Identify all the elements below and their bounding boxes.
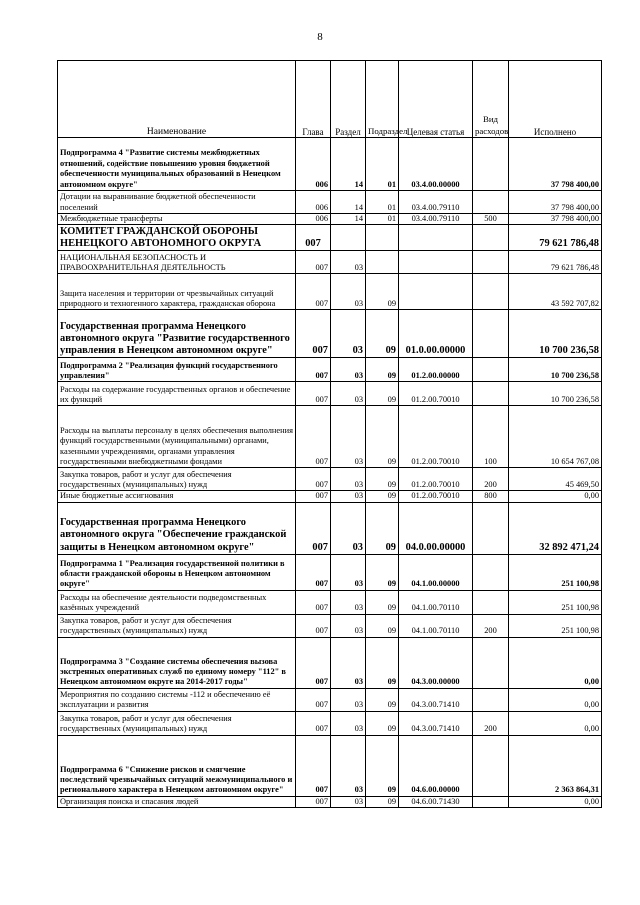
row-razdel: [331, 225, 366, 251]
row-target: 01.2.00.70010: [399, 468, 473, 491]
header-razdel: Раздел: [331, 61, 366, 138]
table-row: [58, 214, 602, 225]
row-vid: [473, 251, 509, 274]
row-name: Дотации на выравнивание бюджетной обеспеченности поселений: [58, 191, 296, 214]
row-target: 03.4.00.79110: [399, 214, 473, 225]
row-razdel: 14: [331, 191, 366, 214]
row-glava: 006: [296, 191, 331, 214]
row-vid: [473, 310, 509, 358]
row-name: Закупка товаров, работ и услуг для обеспечения государственных (муниципальных) нужд: [58, 468, 296, 491]
row-name: Расходы на выплаты персоналу в целях обеспечения выполнения функций государственными (муниципальными) органами, казенными учреждениями, органами управления государственными внебюджетными фондами: [58, 406, 296, 468]
row-name: Защита населения и территории от чрезвычайных ситуаций природного и техногенного характера, гражданская оборона: [58, 274, 296, 310]
row-amount: 45 469,50: [509, 468, 602, 491]
table-row: [58, 637, 602, 688]
row-amount: 0,00: [509, 796, 602, 807]
row-amount: 0,00: [509, 688, 602, 711]
row-glava: 007: [296, 796, 331, 807]
row-target: 04.1.00.00000: [399, 554, 473, 590]
row-podrazdel: 09: [366, 382, 399, 406]
row-vid: 100: [473, 406, 509, 468]
page-number: 8: [317, 31, 323, 43]
row-amount: 32 892 471,24: [509, 502, 602, 554]
row-vid: [473, 274, 509, 310]
row-name: НАЦИОНАЛЬНАЯ БЕЗОПАСНОСТЬ И ПРАВООХРАНИТЕЛЬНАЯ ДЕЯТЕЛЬНОСТЬ: [58, 251, 296, 274]
row-amount: 10 654 767,08: [509, 406, 602, 468]
row-amount: 43 592 707,82: [509, 274, 602, 310]
row-target: 01.2.00.70010: [399, 491, 473, 502]
row-podrazdel: 09: [366, 274, 399, 310]
row-razdel: 03: [331, 468, 366, 491]
row-name: Закупка товаров, работ и услуг для обеспечения государственных (муниципальных) нужд: [58, 711, 296, 735]
row-podrazdel: 09: [366, 554, 399, 590]
table-row: [58, 491, 602, 502]
row-glava: 006: [296, 214, 331, 225]
row-name: Подпрограмма 6 "Снижение рисков и смягчение последствий чрезвычайных ситуаций межмуниципального и регионального характера в Ненецком автономном округе": [58, 735, 296, 796]
row-podrazdel: 09: [366, 735, 399, 796]
row-razdel: 03: [331, 274, 366, 310]
row-razdel: 03: [331, 406, 366, 468]
header-row: [58, 61, 602, 138]
table-row: [58, 688, 602, 711]
row-name: Межбюджетные трансферты: [58, 214, 296, 225]
row-glava: 007: [296, 735, 331, 796]
row-vid: 800: [473, 491, 509, 502]
row-podrazdel: 09: [366, 590, 399, 614]
row-vid: [473, 502, 509, 554]
row-target: 04.3.00.00000: [399, 637, 473, 688]
row-name: Расходы на содержание государственных органов и обеспечение их функций: [58, 382, 296, 406]
row-glava: 007: [296, 711, 331, 735]
row-glava: 007: [296, 251, 331, 274]
row-vid: 500: [473, 214, 509, 225]
row-razdel: 03: [331, 637, 366, 688]
row-name: Подпрограмма 1 "Реализация государственной политики в области гражданской обороны в Ненецком автономном округе": [58, 554, 296, 590]
row-amount: 79 621 786,48: [509, 251, 602, 274]
row-podrazdel: [366, 225, 399, 251]
row-vid: [473, 554, 509, 590]
row-vid: [473, 637, 509, 688]
row-glava: 007: [296, 554, 331, 590]
table-row: [58, 138, 602, 191]
table-row: [58, 358, 602, 382]
row-amount: 0,00: [509, 711, 602, 735]
row-podrazdel: 09: [366, 310, 399, 358]
row-podrazdel: 09: [366, 711, 399, 735]
header-target: Целевая статья: [399, 61, 473, 138]
row-target: 04.6.00.00000: [399, 735, 473, 796]
row-name: Закупка товаров, работ и услуг для обеспечения государственных (муниципальных) нужд: [58, 614, 296, 637]
row-glava: 006: [296, 138, 331, 191]
row-razdel: 03: [331, 711, 366, 735]
table-row: [58, 251, 602, 274]
budget-table: [57, 60, 602, 808]
header-podrazdel: Подраздел: [366, 61, 399, 138]
row-razdel: 03: [331, 382, 366, 406]
row-vid: [473, 735, 509, 796]
row-target: 04.3.00.71410: [399, 711, 473, 735]
row-razdel: 03: [331, 251, 366, 274]
table-row: [58, 310, 602, 358]
table-row: [58, 796, 602, 807]
row-amount: 37 798 400,00: [509, 138, 602, 191]
row-target: [399, 225, 473, 251]
header-name: Наименование: [58, 61, 296, 138]
table-row: [58, 382, 602, 406]
row-amount: 251 100,98: [509, 590, 602, 614]
row-name: Подпрограмма 3 "Создание системы обеспечения вызова экстренных оперативных служб по единому номеру "112" в Ненецком автономном округе на 2014-2017 годы": [58, 637, 296, 688]
header-glava: Глава: [296, 61, 331, 138]
row-target: 01.2.00.00000: [399, 358, 473, 382]
row-podrazdel: 09: [366, 637, 399, 688]
table-row: [58, 735, 602, 796]
row-target: 04.1.00.70110: [399, 614, 473, 637]
row-podrazdel: [366, 251, 399, 274]
row-amount: 37 798 400,00: [509, 191, 602, 214]
row-vid: 200: [473, 468, 509, 491]
row-glava: 007: [296, 637, 331, 688]
row-razdel: 03: [331, 614, 366, 637]
row-razdel: 03: [331, 590, 366, 614]
row-razdel: 03: [331, 502, 366, 554]
row-name: Подпрограмма 4 "Развитие системы межбюджетных отношений, содействие повышению уровня бюджетной обеспеченности муниципальных образований в Ненецком автономном округе": [58, 138, 296, 191]
row-vid: 200: [473, 614, 509, 637]
row-amount: 251 100,98: [509, 614, 602, 637]
row-razdel: 14: [331, 138, 366, 191]
row-vid: 200: [473, 711, 509, 735]
row-amount: 10 700 236,58: [509, 310, 602, 358]
row-name: КОМИТЕТ ГРАЖДАНСКОЙ ОБОРОНЫ НЕНЕЦКОГО АВТОНОМНОГО ОКРУГА: [58, 225, 296, 251]
row-vid: [473, 358, 509, 382]
row-podrazdel: 09: [366, 614, 399, 637]
row-target: [399, 274, 473, 310]
row-target: 04.1.00.70110: [399, 590, 473, 614]
row-vid: [473, 191, 509, 214]
row-target: 04.0.00.00000: [399, 502, 473, 554]
row-name: Государственная программа Ненецкого автономного округа "Обеспечение гражданской защиты в Ненецком автономном округе": [58, 502, 296, 554]
row-amount: 251 100,98: [509, 554, 602, 590]
row-glava: 007: [296, 382, 331, 406]
row-razdel: 03: [331, 688, 366, 711]
row-vid: [473, 796, 509, 807]
row-amount: 79 621 786,48: [509, 225, 602, 251]
row-vid: [473, 382, 509, 406]
row-razdel: 03: [331, 735, 366, 796]
row-amount: 0,00: [509, 491, 602, 502]
row-podrazdel: 09: [366, 358, 399, 382]
row-glava: 007: [296, 406, 331, 468]
row-podrazdel: 01: [366, 214, 399, 225]
row-podrazdel: 09: [366, 468, 399, 491]
row-razdel: 03: [331, 796, 366, 807]
row-name: Расходы на обеспечение деятельности подведомственных казённых учреждений: [58, 590, 296, 614]
header-done: Исполнено: [509, 61, 602, 138]
table-row: [58, 468, 602, 491]
row-podrazdel: 09: [366, 491, 399, 502]
row-glava: 007: [296, 688, 331, 711]
row-target: 03.4.00.00000: [399, 138, 473, 191]
row-glava: 007: [296, 502, 331, 554]
row-amount: 10 700 236,58: [509, 358, 602, 382]
row-name: Иные бюджетные ассигнования: [58, 491, 296, 502]
row-razdel: 03: [331, 491, 366, 502]
row-glava: 007: [296, 491, 331, 502]
row-target: 04.6.00.71430: [399, 796, 473, 807]
row-vid: [473, 138, 509, 191]
row-name: Подпрограмма 2 "Реализация функций государственного управления": [58, 358, 296, 382]
row-name: Мероприятия по созданию системы -112 и обеспечению её эксплуатации и развития: [58, 688, 296, 711]
row-glava: 007: [296, 468, 331, 491]
row-vid: [473, 688, 509, 711]
row-podrazdel: 01: [366, 191, 399, 214]
table-row: [58, 225, 602, 251]
table-row: [58, 590, 602, 614]
row-razdel: 14: [331, 214, 366, 225]
row-podrazdel: 09: [366, 406, 399, 468]
row-podrazdel: 09: [366, 502, 399, 554]
row-razdel: 03: [331, 358, 366, 382]
row-target: 01.2.00.70010: [399, 382, 473, 406]
row-target: 01.2.00.70010: [399, 406, 473, 468]
table-row: [58, 614, 602, 637]
row-razdel: 03: [331, 310, 366, 358]
table-row: [58, 711, 602, 735]
row-glava: 007: [296, 358, 331, 382]
row-target: 04.3.00.71410: [399, 688, 473, 711]
row-amount: 10 700 236,58: [509, 382, 602, 406]
row-glava: 007: [296, 225, 331, 251]
row-glava: 007: [296, 310, 331, 358]
row-amount: 0,00: [509, 637, 602, 688]
row-target: 01.0.00.00000: [399, 310, 473, 358]
table-row: [58, 191, 602, 214]
row-glava: 007: [296, 274, 331, 310]
table-row: [58, 274, 602, 310]
row-glava: 007: [296, 590, 331, 614]
row-podrazdel: 09: [366, 688, 399, 711]
row-podrazdel: 09: [366, 796, 399, 807]
row-vid: [473, 225, 509, 251]
row-razdel: 03: [331, 554, 366, 590]
row-vid: [473, 590, 509, 614]
row-amount: 2 363 864,31: [509, 735, 602, 796]
row-target: 03.4.00.79110: [399, 191, 473, 214]
table-row: [58, 502, 602, 554]
table-row: [58, 554, 602, 590]
table-row: [58, 406, 602, 468]
row-target: [399, 251, 473, 274]
row-glava: 007: [296, 614, 331, 637]
header-vid: Вид расходов: [473, 61, 509, 138]
row-amount: 37 798 400,00: [509, 214, 602, 225]
row-name: Государственная программа Ненецкого автономного округа "Развитие государственного управления в Ненецком автономном округе": [58, 310, 296, 358]
row-name: Организация поиска и спасания людей: [58, 796, 296, 807]
row-podrazdel: 01: [366, 138, 399, 191]
